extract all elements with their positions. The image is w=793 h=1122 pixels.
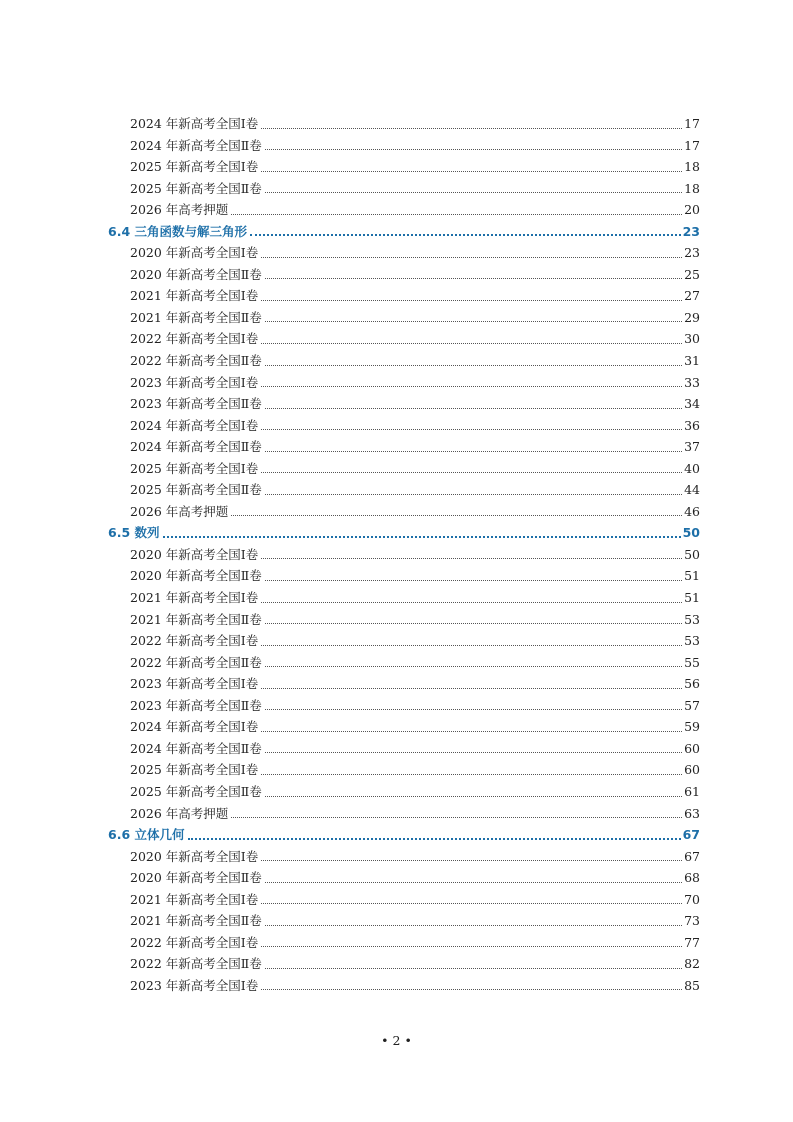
toc-entry[interactable] bbox=[108, 565, 700, 587]
dot-leader bbox=[265, 393, 682, 415]
dot-leader bbox=[188, 824, 681, 846]
toc-entry[interactable] bbox=[108, 673, 700, 695]
toc-page-number: 18 bbox=[684, 180, 700, 196]
toc-page-number: 29 bbox=[684, 309, 700, 325]
toc-entry-label: 2024 年新高考全国Ⅰ卷 bbox=[130, 116, 259, 131]
toc-entry-label: 2020 年新高考全国Ⅰ卷 bbox=[130, 848, 259, 864]
toc-page-number: 44 bbox=[684, 482, 700, 498]
toc-page-number: 18 bbox=[684, 159, 700, 175]
toc-page-number: 73 bbox=[684, 913, 700, 929]
dot-leader bbox=[261, 544, 682, 566]
toc-entry[interactable] bbox=[108, 242, 700, 264]
dot-leader bbox=[261, 889, 682, 911]
toc-page-number: 51 bbox=[684, 590, 700, 606]
toc-entry-label: 2021 年新高考全国Ⅱ卷 bbox=[130, 309, 262, 325]
toc-section-heading[interactable] bbox=[108, 522, 700, 544]
toc-entry-label: 2025 年新高考全国Ⅰ卷 bbox=[130, 762, 259, 778]
dot-leader bbox=[265, 436, 682, 458]
toc-entry[interactable] bbox=[108, 630, 700, 652]
dot-leader bbox=[261, 372, 682, 394]
dot-leader bbox=[261, 587, 682, 609]
toc-entry[interactable] bbox=[108, 716, 700, 738]
toc-section-heading[interactable] bbox=[108, 824, 700, 846]
toc-entry[interactable] bbox=[108, 587, 700, 609]
toc-entry[interactable] bbox=[108, 458, 700, 480]
toc-page-number: 40 bbox=[684, 460, 700, 476]
dot-leader bbox=[261, 328, 682, 350]
dot-leader bbox=[265, 867, 682, 889]
toc-page-number: 68 bbox=[684, 870, 700, 886]
toc-entry-label: 2020 年新高考全国Ⅱ卷 bbox=[130, 266, 262, 282]
toc-page-number: 33 bbox=[684, 374, 700, 390]
dot-leader bbox=[265, 264, 682, 286]
toc-entry-label: 2023 年新高考全国Ⅰ卷 bbox=[130, 374, 259, 390]
toc-page-number: 70 bbox=[684, 891, 700, 907]
toc-entry[interactable] bbox=[108, 910, 700, 932]
dot-leader bbox=[163, 522, 681, 544]
dot-leader bbox=[261, 415, 682, 437]
toc-entry-label: 2022 年新高考全国Ⅱ卷 bbox=[130, 353, 262, 369]
toc-entry[interactable] bbox=[108, 372, 700, 394]
toc-entry-label: 2022 年新高考全国Ⅰ卷 bbox=[130, 934, 259, 950]
toc-entry[interactable] bbox=[108, 953, 700, 975]
dot-leader bbox=[265, 135, 682, 157]
toc-entry-label: 2024 年新高考全国Ⅰ卷 bbox=[130, 417, 259, 433]
toc-entry[interactable] bbox=[108, 264, 700, 286]
dot-leader bbox=[231, 199, 682, 221]
toc-entry[interactable] bbox=[108, 328, 700, 350]
toc-entry[interactable] bbox=[108, 544, 700, 566]
toc-page-number: 51 bbox=[684, 568, 700, 584]
dot-leader bbox=[231, 501, 682, 523]
toc-page-number: 67 bbox=[684, 848, 700, 864]
toc-page-number: 82 bbox=[684, 956, 700, 972]
toc-entry-label: 2022 年新高考全国Ⅰ卷 bbox=[130, 633, 259, 649]
toc-entry-label: 2026 年高考押题 bbox=[130, 503, 229, 519]
toc-entry-label: 2023 年新高考全国Ⅱ卷 bbox=[130, 396, 262, 412]
toc-page-number: 63 bbox=[684, 805, 700, 821]
toc-entry[interactable] bbox=[108, 199, 700, 221]
toc-page-number: 61 bbox=[684, 783, 700, 799]
dot-leader bbox=[265, 695, 682, 717]
toc-page-number: 30 bbox=[684, 331, 700, 347]
page-number: • 2 • bbox=[381, 1033, 412, 1048]
toc-entry-label: 2025 年新高考全国Ⅱ卷 bbox=[130, 180, 262, 196]
dot-leader bbox=[261, 458, 682, 480]
toc-page-number: 31 bbox=[684, 353, 700, 369]
dot-leader bbox=[265, 910, 682, 932]
toc-entry-label: 2021 年新高考全国Ⅰ卷 bbox=[130, 891, 259, 907]
toc-page-number: 53 bbox=[684, 633, 700, 649]
toc-entry-label: 2025 年新高考全国Ⅱ卷 bbox=[130, 783, 262, 799]
toc-page-number: 50 bbox=[682, 525, 700, 541]
toc-entry[interactable] bbox=[108, 652, 700, 674]
toc-entry[interactable] bbox=[108, 307, 700, 329]
toc-entry-label: 2022 年新高考全国Ⅱ卷 bbox=[130, 956, 262, 972]
toc-entry[interactable] bbox=[108, 609, 700, 631]
toc-entry-label: 2024 年新高考全国Ⅱ卷 bbox=[130, 439, 262, 455]
toc-entry[interactable] bbox=[108, 350, 700, 372]
toc-entry[interactable] bbox=[108, 113, 700, 135]
toc-page-number: 50 bbox=[684, 546, 700, 562]
toc-entry-label: 6.6 立体几何 bbox=[108, 827, 185, 843]
dot-leader bbox=[261, 113, 682, 135]
toc-page-number: 77 bbox=[684, 934, 700, 950]
dot-leader bbox=[261, 242, 682, 264]
toc-entry[interactable] bbox=[108, 415, 700, 437]
toc-page-number: 17 bbox=[684, 137, 700, 153]
toc-page-number: 67 bbox=[682, 827, 700, 843]
dot-leader bbox=[261, 932, 682, 954]
toc-entry-label: 2026 年高考押题 bbox=[130, 805, 229, 821]
dot-leader bbox=[265, 479, 682, 501]
toc-page-number: 60 bbox=[684, 740, 700, 756]
dot-leader bbox=[250, 221, 681, 243]
toc-page-number: 23 bbox=[682, 223, 700, 239]
toc-entry-label: 2023 年新高考全国Ⅰ卷 bbox=[130, 977, 259, 993]
toc-entry-label: 2022 年新高考全国Ⅰ卷 bbox=[130, 331, 259, 347]
dot-leader bbox=[265, 178, 682, 200]
toc-entry[interactable] bbox=[108, 781, 700, 803]
toc-entry-label: 6.5 数列 bbox=[108, 525, 160, 541]
dot-leader bbox=[261, 673, 682, 695]
toc-entry[interactable] bbox=[108, 867, 700, 889]
toc-entry-label: 2025 年新高考全国Ⅱ卷 bbox=[130, 482, 262, 498]
toc-entry[interactable] bbox=[108, 803, 700, 825]
dot-leader bbox=[261, 156, 682, 178]
toc-page-number: 53 bbox=[684, 611, 700, 627]
dot-leader bbox=[261, 759, 682, 781]
toc-entry[interactable] bbox=[108, 178, 700, 200]
toc-page-number: 17 bbox=[684, 116, 700, 131]
toc-entry-label: 2025 年新高考全国Ⅰ卷 bbox=[130, 159, 259, 175]
dot-leader bbox=[265, 652, 682, 674]
toc-entry[interactable] bbox=[108, 759, 700, 781]
toc-entry[interactable] bbox=[108, 156, 700, 178]
dot-leader bbox=[265, 307, 682, 329]
toc-entry[interactable] bbox=[108, 393, 700, 415]
toc-entry[interactable] bbox=[108, 135, 700, 157]
toc-entry-label: 2024 年新高考全国Ⅰ卷 bbox=[130, 719, 259, 735]
dot-leader bbox=[265, 350, 682, 372]
toc-entry[interactable] bbox=[108, 889, 700, 911]
toc-entry-label: 2025 年新高考全国Ⅰ卷 bbox=[130, 460, 259, 476]
toc-entry[interactable] bbox=[108, 846, 700, 868]
toc-entry-label: 2024 年新高考全国Ⅱ卷 bbox=[130, 740, 262, 756]
toc-entry-label: 6.4 三角函数与解三角形 bbox=[108, 223, 247, 239]
toc-entry-label: 2026 年高考押题 bbox=[130, 202, 229, 218]
toc-entry-label: 2021 年新高考全国Ⅰ卷 bbox=[130, 590, 259, 606]
toc-page-number: 57 bbox=[684, 697, 700, 713]
dot-leader bbox=[265, 738, 682, 760]
toc-page-number: 20 bbox=[684, 202, 700, 218]
toc-section-heading[interactable] bbox=[108, 221, 700, 243]
dot-leader bbox=[261, 285, 682, 307]
dot-leader bbox=[265, 609, 682, 631]
dot-leader bbox=[265, 565, 682, 587]
toc-entry-label: 2021 年新高考全国Ⅱ卷 bbox=[130, 913, 262, 929]
toc-entry-label: 2020 年新高考全国Ⅰ卷 bbox=[130, 245, 259, 261]
toc-page-number: 37 bbox=[684, 439, 700, 455]
toc-entry-label: 2023 年新高考全国Ⅱ卷 bbox=[130, 697, 262, 713]
toc-entry-label: 2021 年新高考全国Ⅱ卷 bbox=[130, 611, 262, 627]
toc-page-number: 55 bbox=[684, 654, 700, 670]
toc-entry-label: 2020 年新高考全国Ⅱ卷 bbox=[130, 568, 262, 584]
toc-page-number: 60 bbox=[684, 762, 700, 778]
toc-page-number: 23 bbox=[684, 245, 700, 261]
toc-page-number: 27 bbox=[684, 288, 700, 304]
toc-entry[interactable] bbox=[108, 501, 700, 523]
table-of-contents bbox=[108, 113, 700, 996]
toc-page-number: 59 bbox=[684, 719, 700, 735]
dot-leader bbox=[265, 953, 682, 975]
toc-entry[interactable] bbox=[108, 436, 700, 458]
toc-entry[interactable] bbox=[108, 932, 700, 954]
toc-page-number: 56 bbox=[684, 676, 700, 692]
toc-entry-label: 2022 年新高考全国Ⅱ卷 bbox=[130, 654, 262, 670]
toc-page-number: 25 bbox=[684, 266, 700, 282]
dot-leader bbox=[261, 716, 682, 738]
toc-entry-label: 2024 年新高考全国Ⅱ卷 bbox=[130, 137, 262, 153]
toc-entry-label: 2021 年新高考全国Ⅰ卷 bbox=[130, 288, 259, 304]
toc-entry[interactable] bbox=[108, 479, 700, 501]
dot-leader bbox=[261, 846, 682, 868]
dot-leader bbox=[231, 803, 682, 825]
toc-entry[interactable] bbox=[108, 975, 700, 997]
dot-leader bbox=[265, 781, 682, 803]
toc-page-number: 85 bbox=[684, 977, 700, 993]
toc-page-number: 34 bbox=[684, 396, 700, 412]
toc-entry-label: 2020 年新高考全国Ⅱ卷 bbox=[130, 870, 262, 886]
toc-entry[interactable] bbox=[108, 738, 700, 760]
dot-leader bbox=[261, 630, 682, 652]
toc-entry-label: 2020 年新高考全国Ⅰ卷 bbox=[130, 546, 259, 562]
toc-page-number: 36 bbox=[684, 417, 700, 433]
toc-page-number: 46 bbox=[684, 503, 700, 519]
toc-entry-label: 2023 年新高考全国Ⅰ卷 bbox=[130, 676, 259, 692]
toc-entry[interactable] bbox=[108, 285, 700, 307]
dot-leader bbox=[261, 975, 682, 997]
toc-entry[interactable] bbox=[108, 695, 700, 717]
